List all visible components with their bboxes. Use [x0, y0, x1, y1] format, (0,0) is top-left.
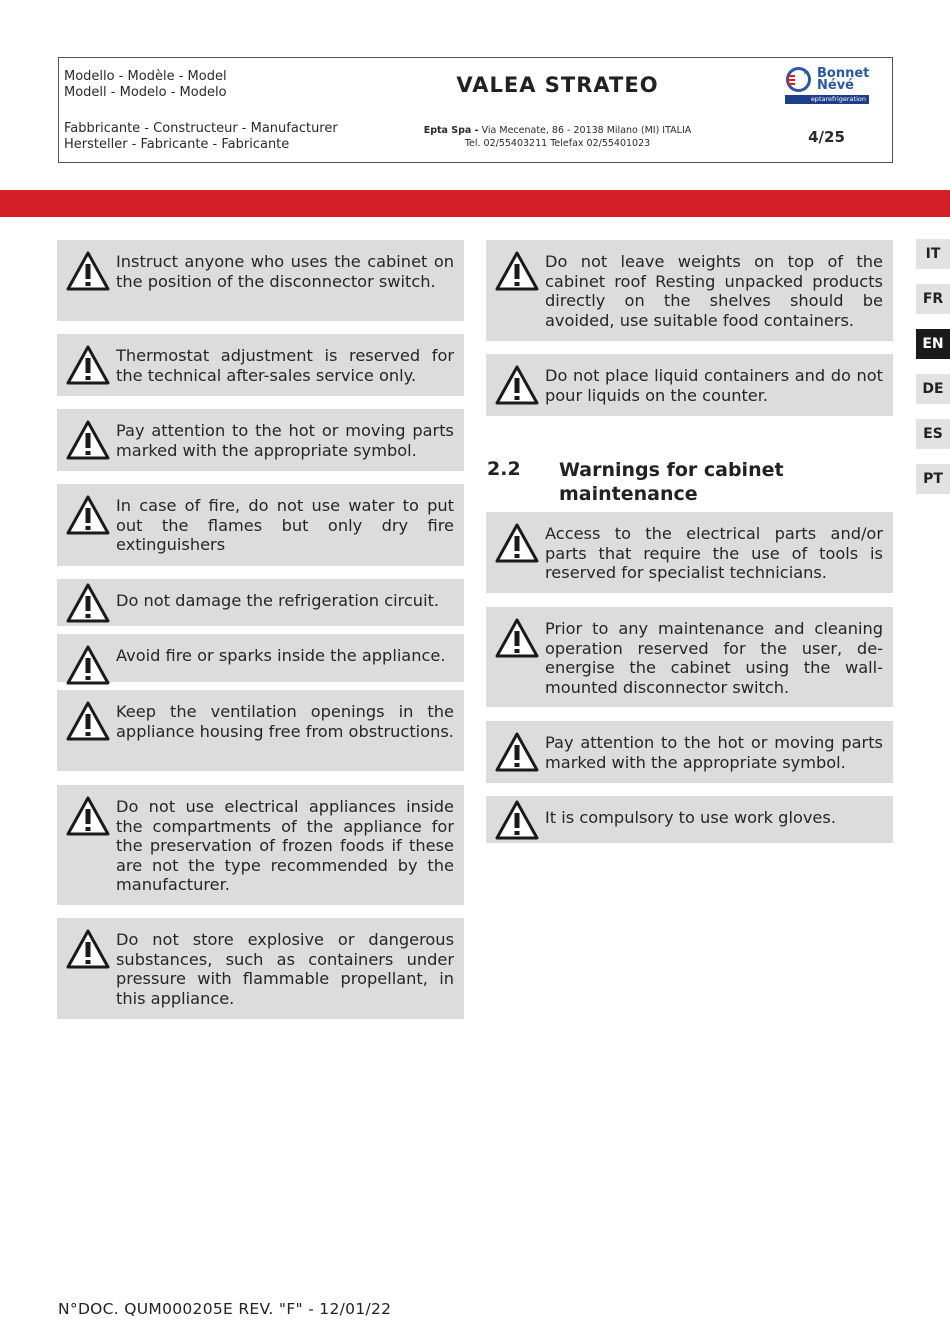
lang-tab-pt[interactable]: PT: [916, 464, 950, 494]
model-name: VALEA STRATEO: [456, 73, 659, 97]
logo-text-1: Bonnet: [817, 66, 870, 81]
section-number: 2.2: [487, 458, 521, 480]
lang-tab-fr[interactable]: FR: [916, 284, 950, 314]
warning-box: [57, 918, 464, 1019]
lang-tab-de[interactable]: DE: [916, 374, 950, 404]
manufacturer-label: [59, 112, 354, 162]
section-title: Warnings for cabinet maintenance: [559, 459, 784, 505]
document-header: [58, 57, 893, 163]
manufacturer-label-line2: Hersteller - Fabricante - Fabricante: [64, 137, 290, 152]
warning-box: [486, 354, 893, 416]
warning-triangle-icon: [66, 345, 110, 385]
model-label-line2: Modell - Modelo - Modelo: [64, 85, 227, 100]
company-name: Epta Spa -: [423, 125, 479, 136]
page-number: 4/25: [808, 128, 845, 146]
document-footer: N°DOC. QUM000205E REV. "F" - 12/01/22: [58, 1300, 392, 1318]
warning-triangle-icon: [495, 618, 539, 658]
warning-box: [486, 721, 893, 783]
warning-triangle-icon: [495, 251, 539, 291]
warning-triangle-icon: [66, 251, 110, 291]
lang-tab-en[interactable]: EN: [916, 329, 950, 359]
warning-text: Do not leave weights on top of the cabinet roof Resting unpacked products directly on the shelves should be avoided, use suitable food containers.: [545, 252, 883, 330]
warning-text: Do not damage the refrigeration circuit.: [116, 591, 440, 610]
warning-box: [486, 240, 893, 341]
warning-box: [57, 409, 464, 471]
warning-text: Pay attention to the hot or moving parts marked with the appropriate symbol.: [116, 421, 454, 460]
warning-text: Instruct anyone who uses the cabinet on the position of the disconnector switch.: [116, 252, 454, 291]
warning-text: It is compulsory to use work gloves.: [545, 808, 836, 827]
warning-box: [57, 785, 464, 905]
warning-triangle-icon: [495, 523, 539, 563]
warning-triangle-icon: [66, 701, 110, 741]
brand-logo: [761, 58, 892, 112]
manufacturer-label-line1: Fabbricante - Constructeur - Manufacturer: [64, 121, 338, 136]
model-label-line1: Modello - Modèle - Model: [64, 69, 227, 84]
logo-emblem-icon: [785, 66, 812, 93]
warning-text: Prior to any maintenance and cleaning operation reserved for the user, de-energise the cabinet using the wall-mounted disconnector switch.: [545, 619, 883, 697]
logo-text-2: Névé: [817, 78, 854, 93]
warning-box: [486, 796, 893, 843]
warning-triangle-icon: [66, 929, 110, 969]
warning-triangle-icon: [495, 732, 539, 772]
warning-box: [486, 607, 893, 707]
warning-text: Do not use electrical appliances inside the compartments of the appliance for the preservation of frozen foods if these are not the type recommended by the manufacturer.: [116, 797, 454, 894]
lang-tab-es[interactable]: ES: [916, 419, 950, 449]
address-line2: Tel. 02/55403211 Telefax 02/55401023: [464, 138, 651, 149]
manufacturer-address: [354, 112, 761, 162]
warning-text: Access to the electrical parts and/or parts that require the use of tools is reserved for specialist technicians.: [545, 524, 883, 582]
warning-triangle-icon: [495, 365, 539, 405]
warning-text: Keep the ventilation openings in the appliance housing free from obstructions.: [116, 702, 454, 741]
warning-text: Pay attention to the hot or moving parts marked with the appropriate symbol.: [545, 733, 883, 772]
logo-tagline: eptarefrigeration: [785, 95, 869, 104]
warning-text: Do not place liquid containers and do not pour liquids on the counter.: [545, 366, 883, 405]
warning-text: Do not store explosive or dangerous substances, such as containers under pressure with flammable propellant, in this appliance.: [116, 930, 454, 1008]
warning-triangle-icon: [66, 583, 110, 623]
warning-text: Thermostat adjustment is reserved for the technical after-sales service only.: [116, 346, 454, 385]
warning-box: [57, 634, 464, 682]
warning-box: [57, 690, 464, 771]
warning-triangle-icon: [66, 420, 110, 460]
warning-box: [57, 334, 464, 396]
model-label: [59, 58, 354, 112]
warning-box: [486, 512, 893, 593]
warning-box: [57, 484, 464, 566]
warning-triangle-icon: [66, 495, 110, 535]
warning-text: In case of fire, do not use water to put out the flames but only dry fire extinguishers: [116, 496, 454, 554]
lang-tab-it[interactable]: IT: [916, 239, 950, 269]
warning-box: [57, 579, 464, 626]
warning-box: [57, 240, 464, 321]
warning-triangle-icon: [66, 796, 110, 836]
warning-triangle-icon: [66, 645, 110, 685]
warning-triangle-icon: [495, 800, 539, 840]
warning-text: Avoid fire or sparks inside the appliance.: [116, 646, 446, 665]
red-band: [0, 190, 950, 217]
address-line1: Via Mecenate, 86 - 20138 Milano (MI) ITALIA: [478, 125, 692, 136]
